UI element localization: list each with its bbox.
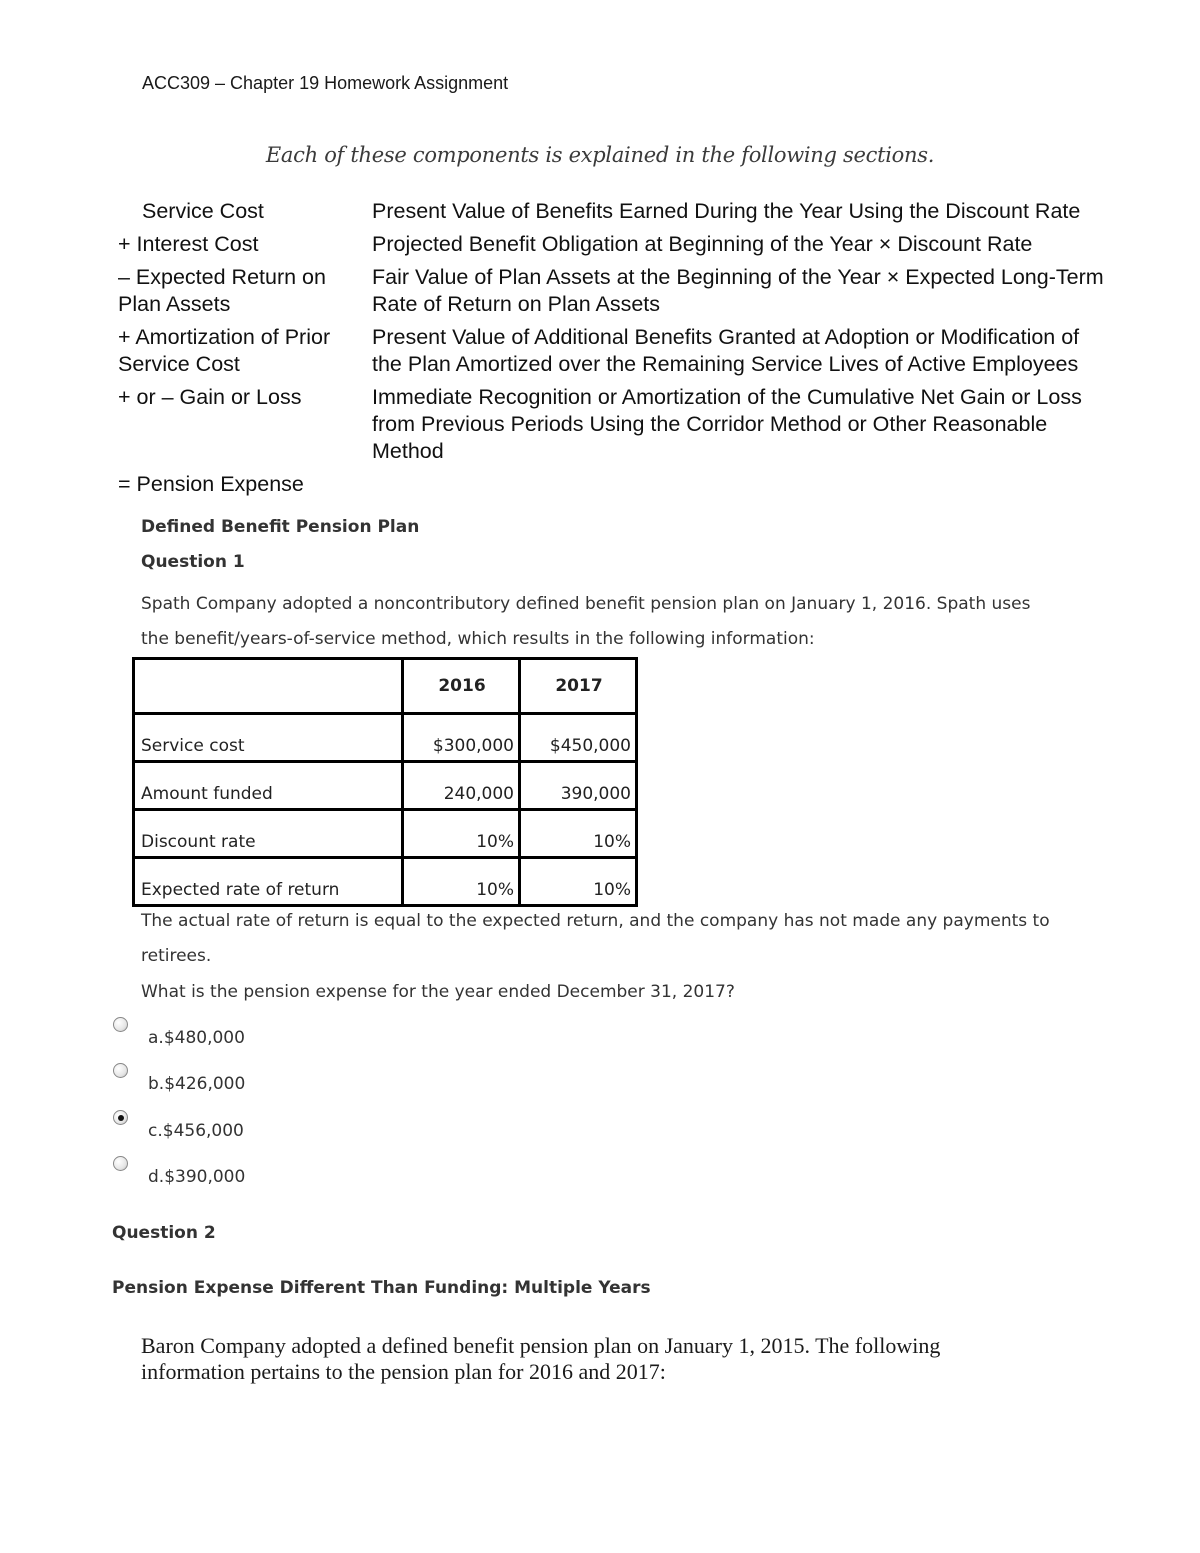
table-header-cell — [134, 659, 403, 714]
table-row — [134, 714, 637, 762]
table-cell: Amount funded — [134, 762, 403, 810]
answer-option-label: a.$480,000 — [148, 1028, 245, 1048]
component-description: Present Value of Benefits Earned During the Year Using the Discount Rate — [372, 199, 1081, 223]
question-2-title: Question 2 — [112, 1223, 216, 1243]
component-term: = Pension Expense — [118, 472, 304, 496]
answer-option-label: d.$390,000 — [148, 1167, 246, 1187]
section-title: Defined Benefit Pension Plan — [141, 517, 420, 537]
page-header: ACC309 – Chapter 19 Homework Assignment — [142, 73, 509, 93]
table-cell: $450,000 — [520, 714, 637, 762]
table-cell: 240,000 — [403, 762, 520, 810]
table-header-row — [134, 659, 637, 714]
table-header-cell: 2016 — [403, 659, 520, 714]
table-cell: 10% — [520, 810, 637, 858]
table-cell: $300,000 — [403, 714, 520, 762]
component-row — [118, 231, 1108, 264]
radio-button[interactable] — [113, 1063, 128, 1078]
table-cell: Service cost — [134, 714, 403, 762]
component-description: Fair Value of Plan Assets at the Beginning of the Year × Expected Long-Term Rate of Return on Plan Assets — [372, 265, 1104, 316]
component-term: + or – Gain or Loss — [118, 385, 302, 409]
component-term: Service Cost — [142, 199, 264, 223]
component-row — [118, 384, 1108, 471]
table-row — [134, 762, 637, 810]
table-cell: 390,000 — [520, 762, 637, 810]
table-cell: 10% — [520, 858, 637, 906]
question-1-question: What is the pension expense for the year ended December 31, 2017? — [141, 982, 735, 1002]
table-row — [134, 858, 637, 906]
component-description: Present Value of Additional Benefits Granted at Adoption or Modification of the Plan Amortized over the Remaining Service Lives of Active Employees — [372, 325, 1080, 376]
component-row — [118, 324, 1108, 384]
question-2-text: Baron Company adopted a defined benefit pension plan on January 1, 2015. The following information pertains to the pension plan for 2016 and 2017: — [141, 1333, 941, 1384]
component-row — [118, 264, 1108, 324]
radio-button[interactable] — [113, 1156, 128, 1171]
component-term: + Interest Cost — [118, 232, 259, 256]
pension-data-table — [132, 657, 638, 907]
answer-option-label: c.$456,000 — [148, 1121, 244, 1141]
table-cell: Expected rate of return — [134, 858, 403, 906]
component-description — [372, 471, 1108, 498]
table-cell: 10% — [403, 858, 520, 906]
question-1-prompt: Spath Company adopted a noncontributory defined benefit pension plan on January 1, 2016. Spath uses the benefit/years-of-service method, which results in the following information: — [141, 594, 1031, 649]
question-1-note: The actual rate of return is equal to the expected return, and the company has not made any payments to retirees. — [141, 911, 1050, 966]
table-cell: Discount rate — [134, 810, 403, 858]
answer-option-label: b.$426,000 — [148, 1074, 246, 1094]
question-1-title: Question 1 — [141, 552, 245, 572]
table-header-cell: 2017 — [520, 659, 637, 714]
radio-button-selected[interactable] — [113, 1110, 128, 1125]
component-row — [118, 471, 1108, 498]
table-cell: 10% — [403, 810, 520, 858]
component-term: + Amortization of Prior Service Cost — [118, 325, 331, 376]
component-description: Projected Benefit Obligation at Beginning of the Year × Discount Rate — [372, 232, 1033, 256]
intro-sentence: Each of these components is explained in the following sections. — [265, 143, 935, 167]
table-row — [134, 810, 637, 858]
component-row — [118, 198, 1108, 231]
radio-button[interactable] — [113, 1017, 128, 1032]
component-description: Immediate Recognition or Amortization of the Cumulative Net Gain or Loss from Previous Periods Using the Corridor Method or Other Reasonable Method — [372, 385, 1082, 463]
pension-components-table — [118, 198, 1108, 498]
component-term: – Expected Return on Plan Assets — [118, 265, 326, 316]
question-2-subtitle: Pension Expense Different Than Funding: Multiple Years — [112, 1278, 651, 1298]
